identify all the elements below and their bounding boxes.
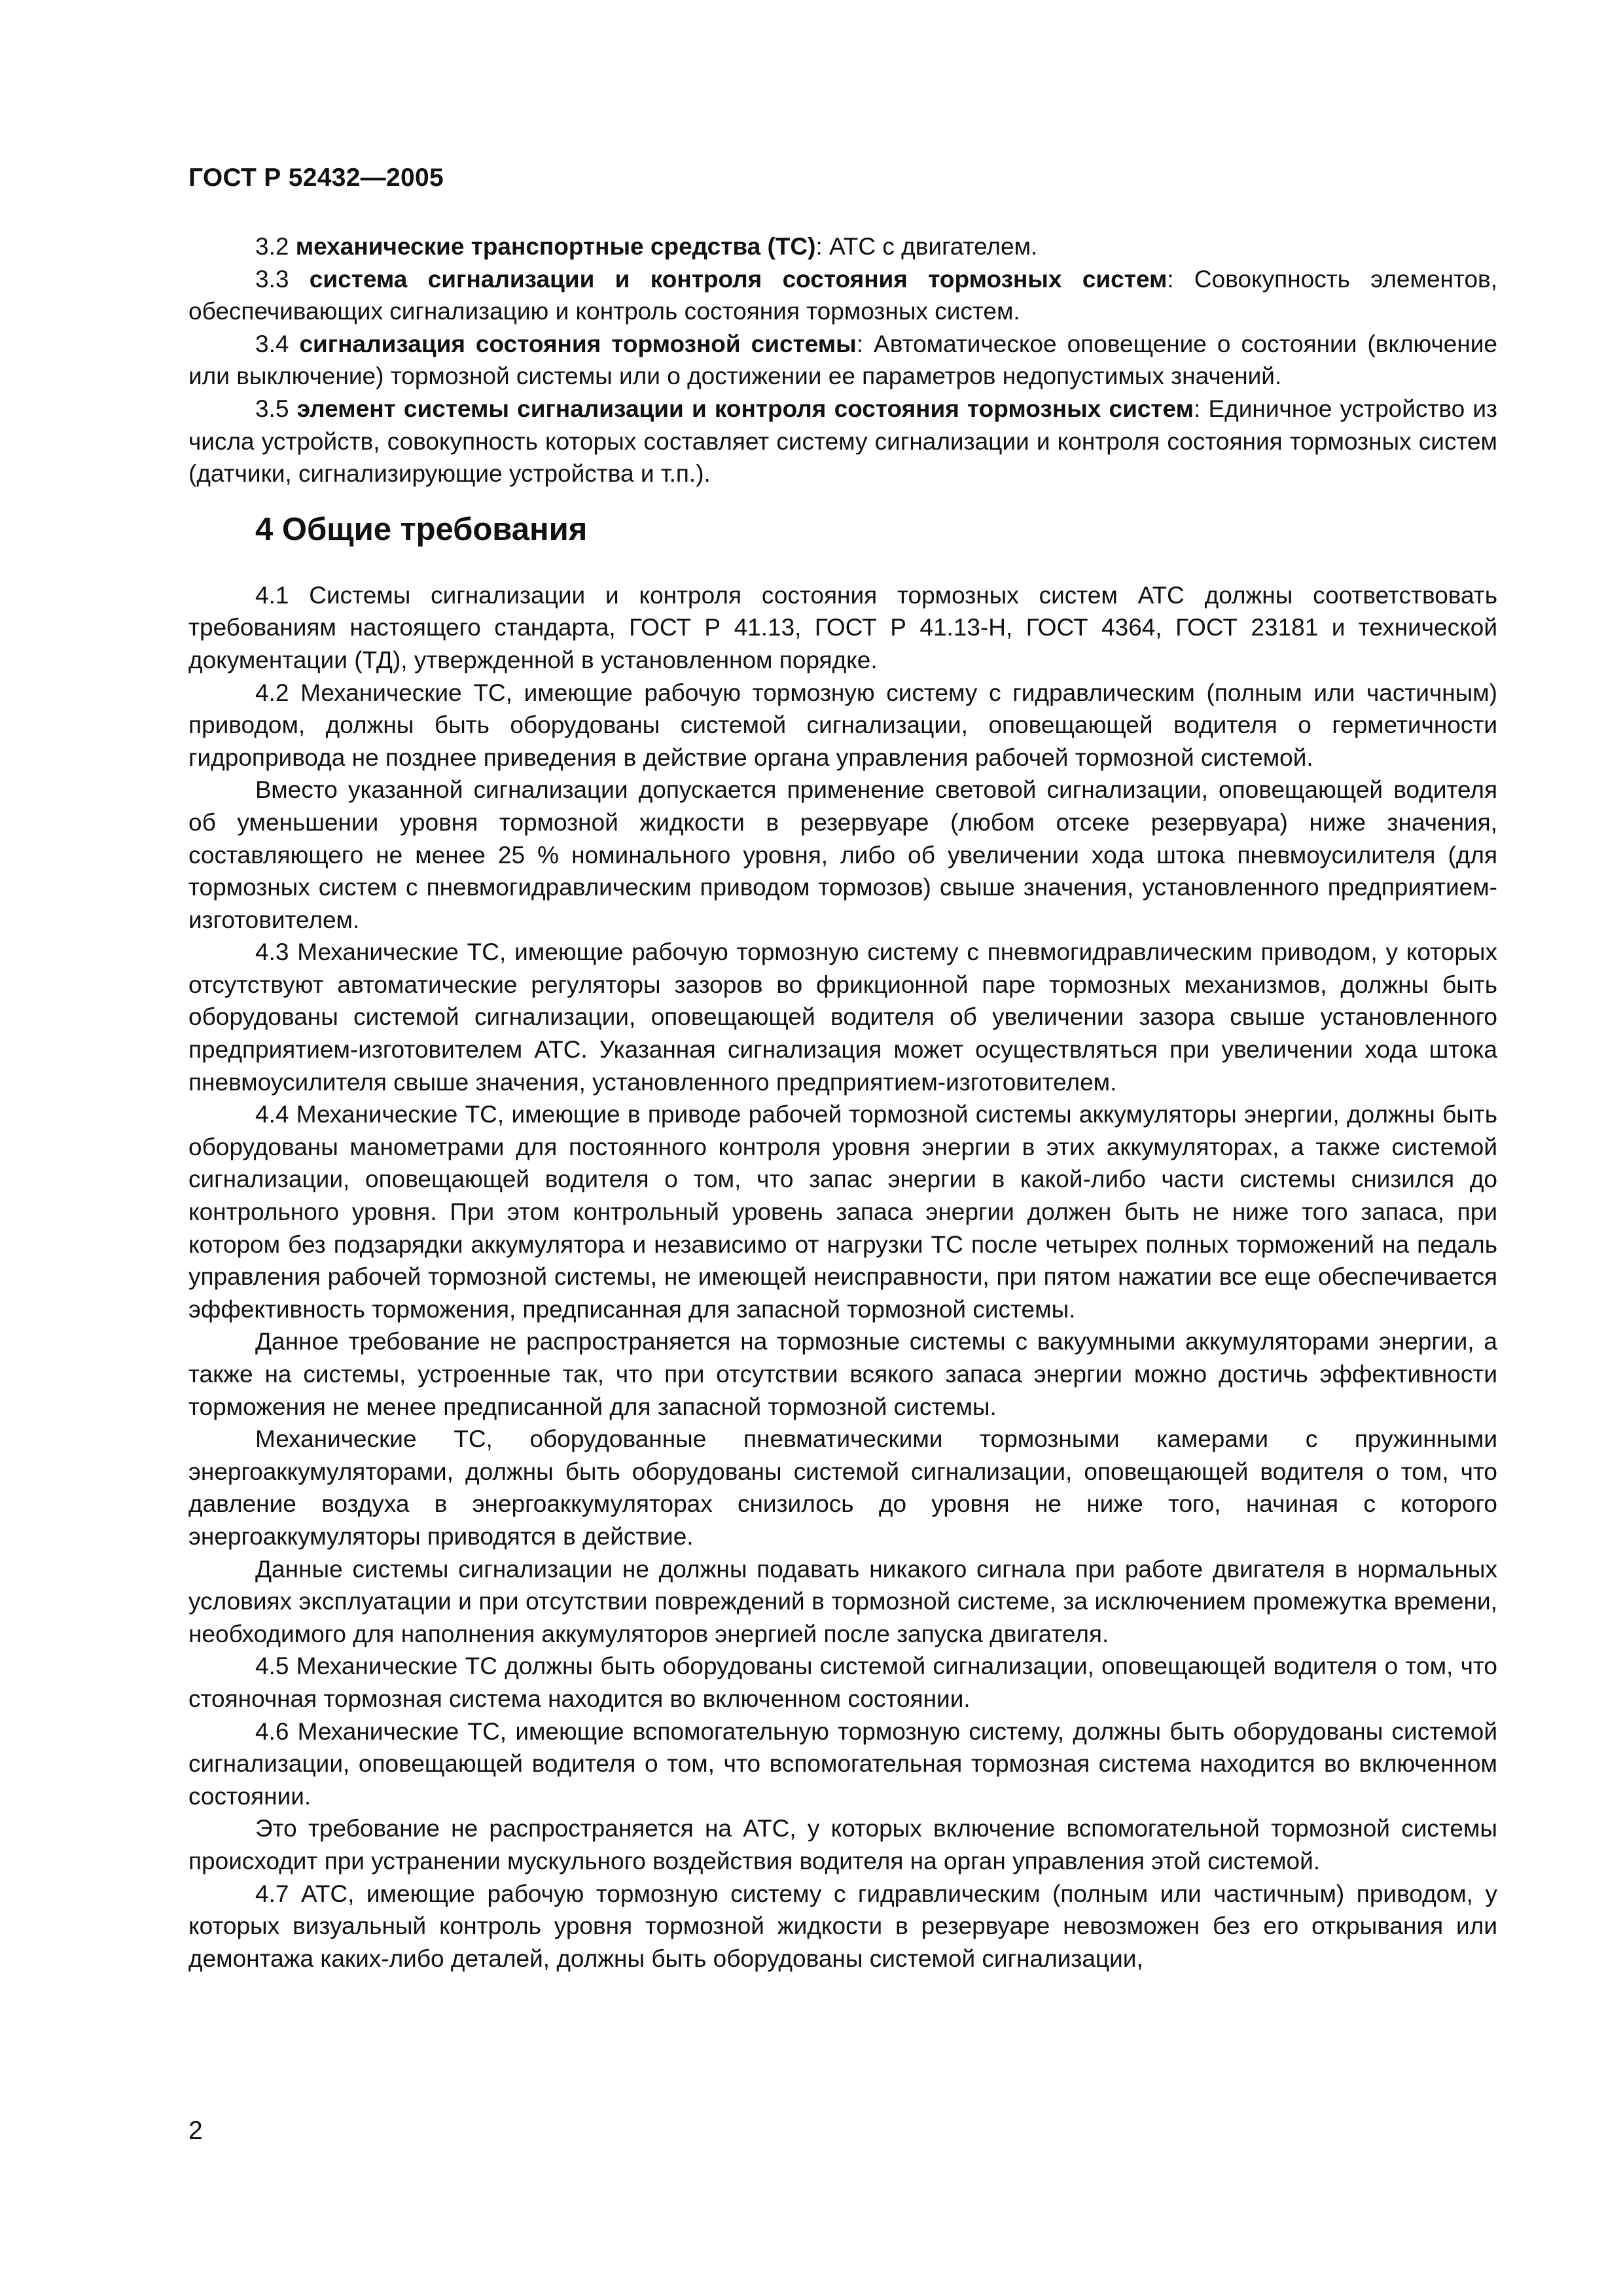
paragraph: Данное требование не распространяется на тормозные системы с вакуумными аккумуляторами энергии, а также на системы, устроенные так, что при отсутствии всякого запаса энергии можно достичь эффективности торможения не менее предписанной для запасной тормозной системы. — [188, 1328, 1497, 1420]
definition-text: : Единичное устройство из числа устройств, совокупность которых составляет систему сигнализации и контроля состояния тормозных систем (датчики, сигнализирующие устройства и т.п.). — [188, 395, 1497, 488]
paragraph-4-1: 4.1 Системы сигнализации и контроля состояния тормозных систем АТС должны соответствовать требованиям настоящего стандарта, ГОСТ Р 41.13, ГОСТ Р 41.13-Н, ГОСТ 4364, ГОСТ 23181 и технической документации (ТД), утвержденной в установленном порядке. — [188, 581, 1497, 673]
paragraph: Вместо указанной сигнализации допускается применение световой сигнализации, оповещающей водителя об уменьшении уровня тормозной жидкости в резервуаре (любом отсеке резервуара) ниже значения, составляющего не менее 25 % номинального уровня, либо об увеличении хода штока пневмоусилителя (для тормозных систем с пневмогидравлическим приводом тормозов) свыше значения, установленного предприятием-изготовителем. — [188, 776, 1497, 933]
paragraph-4-6: 4.6 Механические ТС, имеющие вспомогательную тормозную систему, должны быть оборудованы системой сигнализации, оповещающей водителя о том, что вспомогательная тормозная система находится во включенном состоянии. — [188, 1717, 1497, 1810]
page-number: 2 — [188, 2117, 203, 2145]
definition-number: 3.5 — [255, 395, 289, 422]
paragraph: Данные системы сигнализации не должны подавать никакого сигнала при работе двигателя в нормальных условиях эксплуатации и при отсутствии повреждений в тормозной системе, за исключением промежутка времени, необходимого для наполнения аккумуляторов энергией после запуска двигателя. — [188, 1555, 1497, 1647]
paragraph-4-3: 4.3 Механические ТС, имеющие рабочую тормозную систему с пневмогидравлическим приводом, у которых отсутствуют автоматические регуляторы зазоров во фрикционной паре тормозных механизмов, должны быть оборудованы системой сигнализации, оповещающей водителя об увеличении зазора свыше установленного предприятием-изготовителем АТС. Указанная сигнализация может осуществляться при увеличении хода штока пневмоусилителя свыше значения, установленного предприятием-изготовителем. — [188, 939, 1497, 1096]
paragraph-4-5: 4.5 Механические ТС должны быть оборудованы системой сигнализации, оповещающей водителя о том, что стояночная тормозная система находится во включенном состоянии. — [188, 1653, 1497, 1712]
paragraph-4-7: 4.7 АТС, имеющие рабочую тормозную систему с гидравлическим (полным или частичным) приводом, у которых визуальный контроль уровня тормозной жидкости в резервуаре невозможен без его открывания или демонтажа каких-либо деталей, должны быть оборудованы системой сигнализации, — [188, 1880, 1497, 1972]
definition-3-3 — [188, 263, 1497, 328]
document-body — [188, 230, 1497, 1975]
definition-3-4 — [188, 328, 1497, 393]
paragraph: Механические ТС, оборудованные пневматическими тормозными камерами с пружинными энергоаккумуляторами, должны быть оборудованы системой сигнализации, оповещающей водителя о том, что давление воздуха в энергоаккумуляторах снизилось до уровня не ниже того, начиная с которого энергоаккумуляторы приводятся в действие. — [188, 1426, 1497, 1550]
section-heading: 4 Общие требования — [255, 511, 588, 547]
paragraph-4-4: 4.4 Механические ТС, имеющие в приводе рабочей тормозной системы аккумуляторы энергии, должны быть оборудованы манометрами для постоянного контроля уровня энергии в этих аккумуляторах, а также системой сигнализации, оповещающей водителя о том, что запас энергии в какой-либо части системы снизился до контрольного уровня. При этом контрольный уровень запаса энергии должен быть не ниже того запаса, при котором без подзарядки аккумулятора и независимо от нагрузки ТС после четырех полных торможений на педаль управления рабочей тормозной системы, не имеющей неисправности, при пятом нажатии все еще обеспечивается эффективность торможения, предписанная для запасной тормозной системы. — [188, 1101, 1497, 1323]
definition-term: элемент системы сигнализации и контроля состояния тормозных систем — [296, 395, 1194, 422]
definition-text: : Совокупность элементов, обеспечивающих сигнализацию и контроль состояния тормозных систем. — [188, 265, 1497, 325]
standard-header: ГОСТ Р 52432—2005 — [188, 164, 444, 192]
definition-3-2 — [188, 230, 1497, 263]
definition-term: механические транспортные средства (ТС) — [295, 233, 816, 260]
definition-term: сигнализация состояния тормозной системы — [299, 330, 857, 357]
definition-3-5 — [188, 393, 1497, 490]
paragraph: Это требование не распространяется на АТС, у которых включение вспомогательной тормозной системы происходит при устранении мускульного воздействия водителя на орган управления этой системой. — [188, 1815, 1497, 1874]
definition-text: : АТС с двигателем. — [815, 233, 1038, 260]
definition-term: система сигнализации и контроля состояния тормозных систем — [309, 265, 1168, 293]
definition-text: : Автоматическое оповещение о состоянии (включение или выключение) тормозной системы или о достижении ее параметров недопустимых значений. — [188, 330, 1498, 390]
definition-number: 3.3 — [255, 265, 289, 293]
paragraph-4-2: 4.2 Механические ТС, имеющие рабочую тормозную систему с гидравлическим (полным или частичным) приводом, должны быть оборудованы системой сигнализации, оповещающей водителя о герметичности гидропривода не позднее приведения в действие органа управления рабочей тормозной системой. — [188, 679, 1497, 771]
definition-number: 3.2 — [255, 233, 289, 260]
definition-number: 3.4 — [255, 330, 289, 357]
